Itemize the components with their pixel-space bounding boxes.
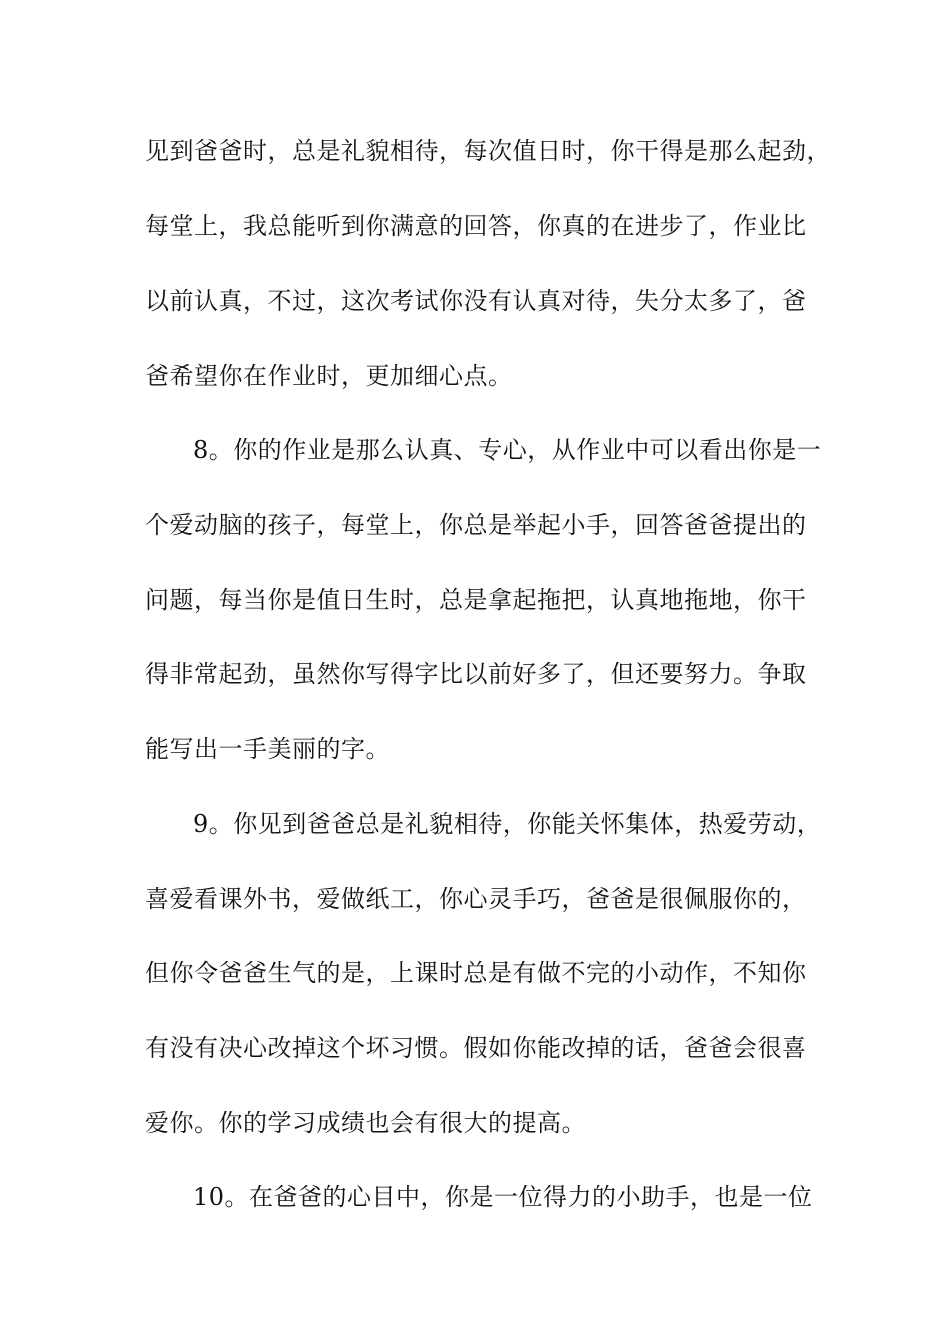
text-line: 爱你。你的学习成绩也会有很大的提高。 bbox=[145, 1109, 586, 1137]
text-line: 以前认真，不过，这次考试你没有认真对待，失分太多了，爸 bbox=[145, 287, 807, 315]
text-line: 见到爸爸时，总是礼貌相待，每次值日时，你干得是那么起劲， bbox=[145, 137, 831, 165]
paragraph-start-line: 8。你的作业是那么认真、专心，从作业中可以看出你是一 bbox=[193, 436, 822, 464]
text-line: 个爱动脑的孩子，每堂上，你总是举起小手，回答爸爸提出的 bbox=[145, 511, 807, 539]
text-line: 能写出一手美丽的字。 bbox=[145, 735, 390, 763]
text-line: 问题，每当你是值日生时，总是拿起拖把，认真地拖地，你干 bbox=[145, 586, 807, 614]
text-line: 爸希望你在作业时，更加细心点。 bbox=[145, 362, 513, 390]
text-line: 每堂上，我总能听到你满意的回答，你真的在进步了，作业比 bbox=[145, 212, 807, 240]
text-line: 但你令爸爸生气的是，上课时总是有做不完的小动作，不知你 bbox=[145, 959, 807, 987]
text-line: 得非常起劲，虽然你写得字比以前好多了，但还要努力。争取 bbox=[145, 660, 807, 688]
paragraph-start-line: 9。你见到爸爸总是礼貌相待，你能关怀集体，热爱劳动， bbox=[193, 810, 822, 838]
text-line: 有没有决心改掉这个坏习惯。假如你能改掉的话，爸爸会很喜 bbox=[145, 1034, 807, 1062]
paragraph-start-line: 10。在爸爸的心目中，你是一位得力的小助手，也是一位 bbox=[193, 1183, 813, 1211]
text-line: 喜爱看课外书，爱做纸工，你心灵手巧，爸爸是很佩服你的， bbox=[145, 885, 807, 913]
